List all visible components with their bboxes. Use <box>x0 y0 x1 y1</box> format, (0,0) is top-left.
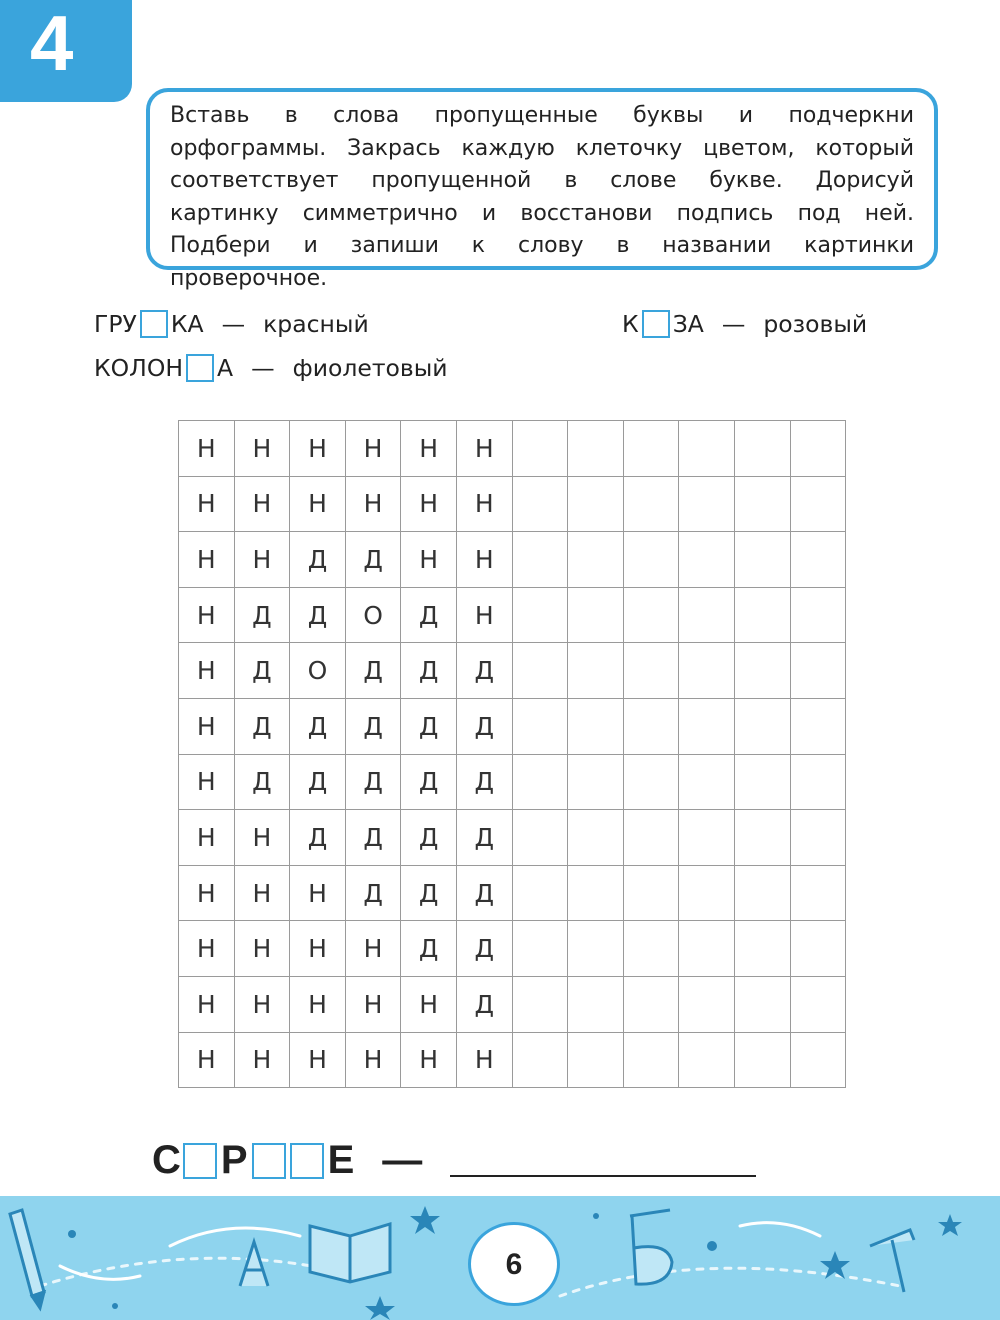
grid-cell[interactable]: Н <box>401 421 457 477</box>
grid-cell[interactable] <box>679 1032 735 1088</box>
grid-cell[interactable] <box>623 532 679 588</box>
word-part: А <box>217 354 234 382</box>
answer-letter: Е <box>327 1138 355 1182</box>
grid-cell[interactable] <box>512 476 568 532</box>
grid-cell[interactable]: О <box>345 587 401 643</box>
grid-cell[interactable] <box>568 421 624 477</box>
grid-cell[interactable] <box>512 865 568 921</box>
grid-cell[interactable] <box>568 1032 624 1088</box>
grid-cell[interactable] <box>679 921 735 977</box>
grid-cell[interactable]: Н <box>179 754 235 810</box>
grid-cell[interactable] <box>623 1032 679 1088</box>
answer-dash: — <box>382 1138 423 1182</box>
grid-cell[interactable] <box>734 532 790 588</box>
letter-a-icon <box>240 1242 268 1286</box>
grid-cell[interactable] <box>568 754 624 810</box>
grid-cell[interactable] <box>623 865 679 921</box>
grid-cell[interactable] <box>790 1032 846 1088</box>
word-part: КА <box>170 310 204 338</box>
grid-row <box>179 698 846 754</box>
grid-cell[interactable]: Н <box>234 810 290 866</box>
grid-cell[interactable] <box>568 698 624 754</box>
grid-cell[interactable] <box>623 643 679 699</box>
grid-cell[interactable] <box>568 532 624 588</box>
grid-cell[interactable]: Д <box>456 754 512 810</box>
grid-cell[interactable]: Н <box>290 476 346 532</box>
grid-cell[interactable] <box>734 865 790 921</box>
grid-cell[interactable]: Д <box>401 698 457 754</box>
grid-cell[interactable]: Д <box>456 810 512 866</box>
grid-cell[interactable]: Н <box>401 1032 457 1088</box>
grid-cell[interactable]: Д <box>456 921 512 977</box>
word-part: К <box>622 310 639 338</box>
grid-cell[interactable] <box>790 532 846 588</box>
grid-cell[interactable] <box>679 643 735 699</box>
grid-cell[interactable] <box>512 754 568 810</box>
grid-cell[interactable] <box>623 921 679 977</box>
grid-cell[interactable] <box>568 865 624 921</box>
grid-cell[interactable]: Н <box>290 1032 346 1088</box>
grid-cell[interactable] <box>790 810 846 866</box>
answer-letter: Р <box>220 1138 248 1182</box>
grid-cell[interactable]: Д <box>345 698 401 754</box>
grid-cell[interactable]: Д <box>456 865 512 921</box>
book-icon <box>310 1224 390 1282</box>
grid-cell[interactable]: Н <box>234 976 290 1032</box>
grid-cell[interactable]: Н <box>234 865 290 921</box>
grid-cell[interactable]: Н <box>179 976 235 1032</box>
grid-cell[interactable]: Д <box>345 754 401 810</box>
grid-cell[interactable] <box>734 754 790 810</box>
grid-cell[interactable]: Н <box>179 421 235 477</box>
grid-cell[interactable]: Н <box>456 532 512 588</box>
pencil-icon <box>10 1210 44 1308</box>
word-part: ЗА <box>672 310 704 338</box>
grid-cell[interactable]: Н <box>401 476 457 532</box>
grid-cell[interactable] <box>734 476 790 532</box>
grid-cell[interactable]: Н <box>179 810 235 866</box>
grid-cell[interactable]: Д <box>234 587 290 643</box>
letter-b-icon <box>630 1210 672 1284</box>
grid-cell[interactable] <box>734 698 790 754</box>
grid-cell[interactable]: Н <box>345 476 401 532</box>
word-item-grusha <box>94 310 369 338</box>
dash: — <box>721 310 746 338</box>
grid-cell[interactable]: Д <box>345 532 401 588</box>
grid-cell[interactable] <box>623 476 679 532</box>
grid-cell[interactable] <box>568 921 624 977</box>
grid-row <box>179 754 846 810</box>
grid-cell[interactable] <box>734 810 790 866</box>
grid-cell[interactable] <box>512 976 568 1032</box>
grid-row <box>179 865 846 921</box>
grid-cell[interactable]: Н <box>179 698 235 754</box>
grid-cell[interactable]: Д <box>345 865 401 921</box>
grid-cell[interactable] <box>790 643 846 699</box>
grid-cell[interactable]: Н <box>179 921 235 977</box>
missing-letter-box[interactable] <box>186 354 214 382</box>
answer-letter: С <box>152 1138 181 1182</box>
grid-row <box>179 976 846 1032</box>
grid-row <box>179 421 846 477</box>
word-part: КОЛОН <box>94 354 184 382</box>
grid-cell[interactable]: Д <box>345 810 401 866</box>
missing-letter-box[interactable] <box>140 310 168 338</box>
answer-box[interactable] <box>183 1143 217 1179</box>
grid-cell[interactable] <box>790 421 846 477</box>
grid-cell[interactable]: Н <box>234 476 290 532</box>
grid-cell[interactable] <box>512 810 568 866</box>
grid-cell[interactable] <box>623 754 679 810</box>
grid-cell[interactable]: Д <box>401 643 457 699</box>
grid-row <box>179 532 846 588</box>
grid-cell[interactable]: Н <box>345 921 401 977</box>
grid-cell[interactable] <box>734 421 790 477</box>
grid-cell[interactable]: Н <box>290 921 346 977</box>
grid-cell[interactable] <box>679 754 735 810</box>
grid-cell[interactable]: О <box>290 643 346 699</box>
grid-cell[interactable] <box>679 976 735 1032</box>
grid-cell[interactable]: Д <box>401 810 457 866</box>
missing-letter-box[interactable] <box>642 310 670 338</box>
word-item-koza <box>622 310 867 338</box>
grid-cell[interactable] <box>790 921 846 977</box>
grid-cell[interactable]: Д <box>290 698 346 754</box>
grid-cell[interactable]: Н <box>345 976 401 1032</box>
grid-cell[interactable]: Н <box>234 1032 290 1088</box>
grid-cell[interactable] <box>679 532 735 588</box>
grid-cell[interactable] <box>790 476 846 532</box>
grid-cell[interactable] <box>734 587 790 643</box>
grid-row <box>179 921 846 977</box>
grid-cell[interactable]: Д <box>401 754 457 810</box>
grid-row <box>179 643 846 699</box>
grid-cell[interactable] <box>512 698 568 754</box>
grid-row <box>179 587 846 643</box>
grid-cell[interactable]: Д <box>234 698 290 754</box>
grid-cell[interactable]: Н <box>456 421 512 477</box>
grid-cell[interactable]: Д <box>345 643 401 699</box>
grid-cell[interactable] <box>512 921 568 977</box>
grid-cell[interactable] <box>679 698 735 754</box>
grid-cell[interactable] <box>623 587 679 643</box>
letter-g-icon <box>870 1230 914 1292</box>
grid-cell[interactable]: Д <box>290 532 346 588</box>
grid-cell[interactable]: Н <box>345 1032 401 1088</box>
answer-row <box>152 1138 756 1183</box>
grid-cell[interactable]: Д <box>234 643 290 699</box>
word-item-kolonna <box>94 354 448 382</box>
grid-cell[interactable]: Д <box>401 865 457 921</box>
grid-cell[interactable]: Н <box>179 865 235 921</box>
grid-cell[interactable] <box>568 976 624 1032</box>
grid-cell[interactable] <box>790 754 846 810</box>
grid-cell[interactable] <box>623 698 679 754</box>
color-label: розовый <box>763 310 868 338</box>
grid-cell[interactable] <box>790 698 846 754</box>
grid-cell[interactable] <box>568 587 624 643</box>
grid-cell[interactable] <box>734 643 790 699</box>
grid-cell[interactable] <box>568 810 624 866</box>
grid-cell[interactable]: Н <box>401 532 457 588</box>
grid-cell[interactable]: Н <box>456 476 512 532</box>
grid-cell[interactable] <box>512 1032 568 1088</box>
grid-cell[interactable]: Н <box>290 865 346 921</box>
grid-cell[interactable]: Н <box>179 532 235 588</box>
coloring-grid <box>178 420 846 1088</box>
grid-cell[interactable] <box>790 976 846 1032</box>
grid-cell[interactable]: Н <box>179 476 235 532</box>
color-label: фиолетовый <box>292 354 448 382</box>
grid-cell[interactable] <box>734 976 790 1032</box>
grid-cell[interactable] <box>679 476 735 532</box>
answer-line[interactable] <box>450 1145 756 1177</box>
grid-cell[interactable] <box>568 476 624 532</box>
instructions-box: Вставь в слова пропущенные буквы и подчеркни орфограммы. Закрась каждую клеточку цветом, который соответствует пропущенной в слове букве. Дорисуй картинку симметрично и восстанови подпись под ней. Подбери и запиши к слову в названии картинки проверочное. <box>146 88 938 270</box>
grid-cell[interactable] <box>568 643 624 699</box>
grid-cell[interactable]: Н <box>290 976 346 1032</box>
grid-cell[interactable]: Н <box>179 1032 235 1088</box>
dash: — <box>251 354 275 382</box>
dash: — <box>221 310 246 338</box>
grid-cell[interactable]: Д <box>456 643 512 699</box>
grid-cell[interactable] <box>679 865 735 921</box>
color-label: красный <box>263 310 369 338</box>
grid-row <box>179 476 846 532</box>
grid-cell[interactable] <box>679 587 735 643</box>
grid-row <box>179 810 846 866</box>
grid-cell[interactable]: Н <box>401 976 457 1032</box>
grid-cell[interactable]: Д <box>401 587 457 643</box>
grid-cell[interactable]: Н <box>234 532 290 588</box>
grid-cell[interactable] <box>623 976 679 1032</box>
answer-box[interactable] <box>252 1143 286 1179</box>
word-part: ГРУ <box>94 310 137 338</box>
grid-cell[interactable]: Н <box>179 587 235 643</box>
grid-cell[interactable] <box>512 421 568 477</box>
grid-cell[interactable] <box>679 810 735 866</box>
grid-row <box>179 1032 846 1088</box>
grid-cell[interactable]: Д <box>456 698 512 754</box>
grid-cell[interactable]: Д <box>234 754 290 810</box>
grid-cell[interactable] <box>734 921 790 977</box>
grid-cell[interactable]: Н <box>234 421 290 477</box>
grid-cell[interactable] <box>790 587 846 643</box>
grid-cell[interactable] <box>790 865 846 921</box>
grid-cell[interactable]: Н <box>345 421 401 477</box>
grid-cell[interactable] <box>512 532 568 588</box>
grid-cell[interactable]: Д <box>290 754 346 810</box>
grid-cell[interactable] <box>679 421 735 477</box>
grid-cell[interactable]: Д <box>290 587 346 643</box>
grid-cell[interactable] <box>512 587 568 643</box>
grid-cell[interactable]: Н <box>290 421 346 477</box>
grid-cell[interactable]: Н <box>456 1032 512 1088</box>
grid-cell[interactable]: Д <box>401 921 457 977</box>
grid-cell[interactable] <box>512 643 568 699</box>
grid-cell[interactable]: Н <box>234 921 290 977</box>
grid-cell[interactable] <box>734 1032 790 1088</box>
grid-cell[interactable]: Н <box>179 643 235 699</box>
grid-cell[interactable] <box>623 810 679 866</box>
grid-cell[interactable]: Д <box>290 810 346 866</box>
page-number: 6 <box>468 1222 560 1306</box>
grid-cell[interactable]: Д <box>456 976 512 1032</box>
grid-cell[interactable] <box>623 421 679 477</box>
answer-box[interactable] <box>290 1143 324 1179</box>
grid-cell[interactable]: Н <box>456 587 512 643</box>
task-number-badge: 4 <box>0 0 132 102</box>
